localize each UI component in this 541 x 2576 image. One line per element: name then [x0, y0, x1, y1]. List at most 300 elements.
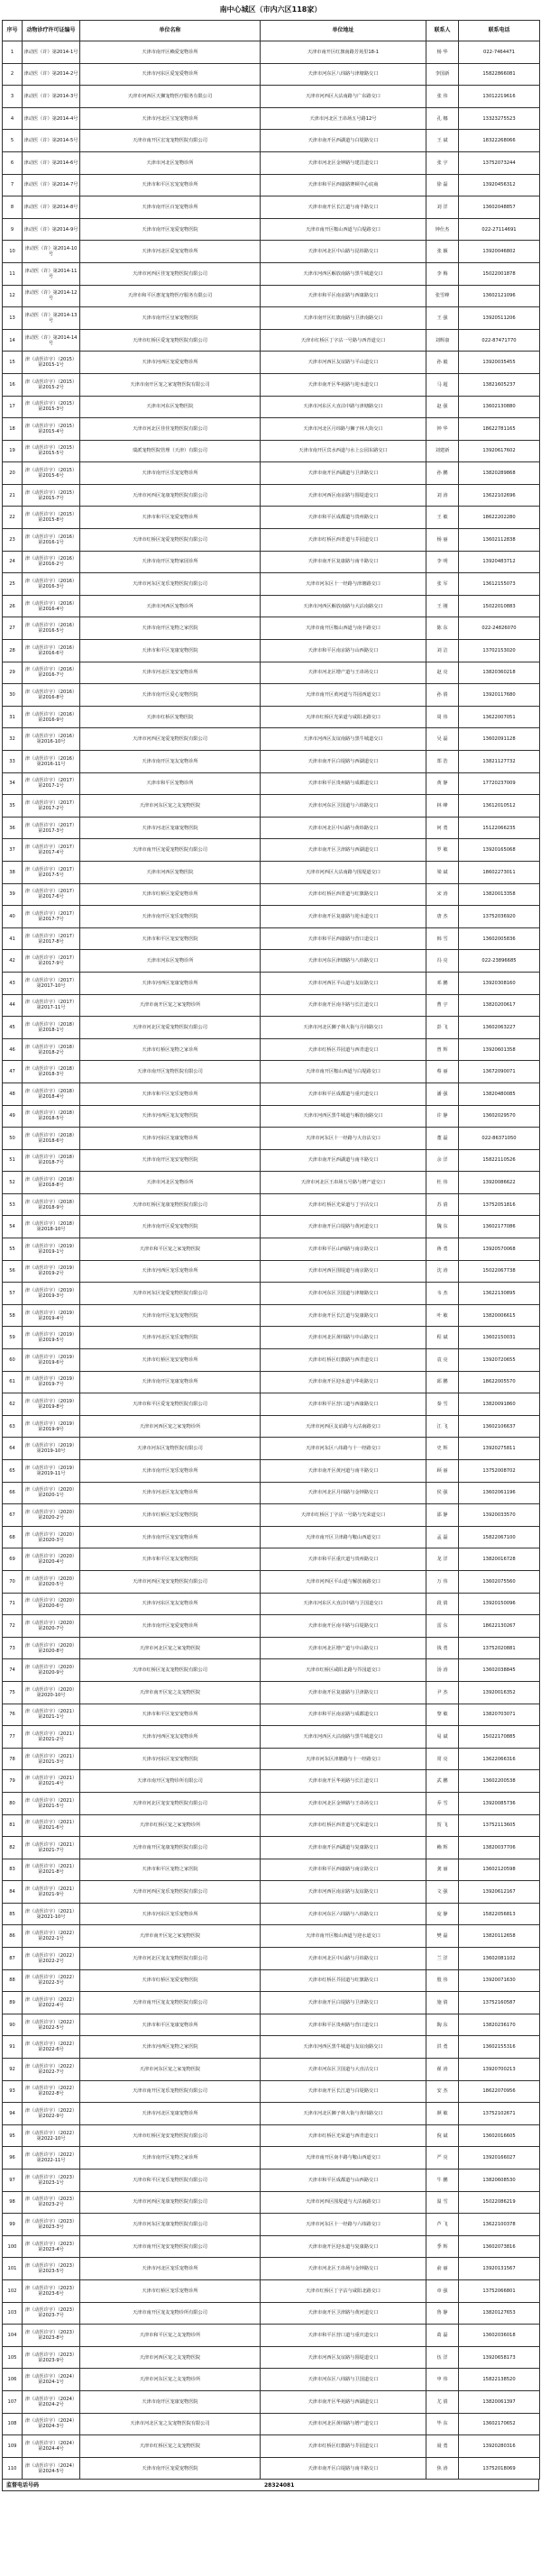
cell-contact: 杜 伟 [426, 1172, 459, 1194]
cell-seq: 108 [3, 2413, 23, 2435]
table-row [3, 352, 540, 374]
cell-contact: 李 明 [426, 551, 459, 573]
cell-seq: 41 [3, 927, 23, 950]
cell-address: 天津市和平区西康路赛顿中心底商 [261, 174, 426, 196]
table-row [3, 1172, 540, 1194]
cell-permit: 津（动医许字）（2017）第2017-4号 [23, 839, 80, 862]
cell-name: 天津市南开区宠康宠物诊所 [80, 1371, 261, 1393]
cell-permit: 津（动医许字）（2017）第2017-7号 [23, 906, 80, 928]
cell-address: 天津市红桥区光荣道与西青道交口 [261, 2124, 426, 2147]
cell-address: 天津市河东区十一经路与津塘路交口 [261, 573, 426, 596]
table-row [3, 772, 540, 795]
cell-name: 天津市河北区宠爱宠物医院有限公司 [80, 1017, 261, 1039]
table-row [3, 706, 540, 728]
cell-permit: 津（动医许字）（2021）第2021-9号 [23, 1881, 80, 1904]
cell-contact: 李 梅 [426, 262, 459, 285]
cell-permit: 津（动医许字）（2018）第2018-3号 [23, 1061, 80, 1083]
cell-address: 天津市河东区卫国道与大直沽交口 [261, 2059, 426, 2081]
cell-seq: 48 [3, 1082, 23, 1105]
cell-phone: 13602155316 [459, 2036, 540, 2059]
cell-permit: 津（动医许字）（2022）第2022-10号 [23, 2124, 80, 2147]
cell-seq: 67 [3, 1504, 23, 1527]
table-row [3, 285, 540, 307]
table-row [3, 63, 540, 86]
footer-phone: 28324081 [264, 2482, 295, 2489]
table-row [3, 1415, 540, 1438]
cell-name: 天津市河北区宠安宠物诊所 [80, 662, 261, 684]
cell-contact: 冯 亮 [426, 950, 459, 973]
cell-phone: 13920511206 [459, 307, 540, 330]
cell-seq: 37 [3, 839, 23, 862]
cell-contact: 尹 杰 [426, 1681, 459, 1704]
table-row [3, 1017, 540, 1039]
cell-name: 天津市和平区宏宠宠物诊所 [80, 174, 261, 196]
cell-name: 天津市河西区宠安宠物医院有限公司 [80, 1570, 261, 1593]
cell-phone: 13752066801 [459, 2279, 540, 2302]
cell-permit: 津动医（许）第2014-8号 [23, 196, 80, 219]
cell-address: 天津市和平区成都道与重庆道交口 [261, 1082, 426, 1105]
cell-name: 天津市南开区宠之友宠物医院 [80, 1681, 261, 1704]
cell-phone: 15822110526 [459, 1149, 540, 1172]
cell-permit: 津（动医许字）（2021）第2021-8号 [23, 1859, 80, 1881]
cell-address: 天津市南开区西湖道与卫津路交口 [261, 462, 426, 485]
cell-seq: 46 [3, 1038, 23, 1061]
cell-address: 天津市红桥区西青道与芥园道交口 [261, 529, 426, 552]
cell-contact: 史 辉 [426, 1438, 459, 1460]
cell-phone: 13820016728 [459, 1548, 540, 1571]
cell-address: 天津市河北区中山路与月纬路交口 [261, 1948, 426, 1970]
cell-contact: 武 鹏 [426, 1770, 459, 1793]
cell-name: 天津市南开区宠康宠物医院 [80, 2390, 261, 2413]
cell-seq: 99 [3, 2214, 23, 2236]
cell-seq: 56 [3, 1260, 23, 1283]
cell-seq: 61 [3, 1371, 23, 1393]
cell-name: 天津市河东区宠乐宠物诊所 [80, 1903, 261, 1925]
cell-name: 天津市南开区宠物医院有限公司 [80, 1061, 261, 1083]
cell-seq: 22 [3, 507, 23, 529]
cell-name: 天津市河东区宠物医院 [80, 396, 261, 418]
cell-seq: 30 [3, 684, 23, 707]
cell-seq: 2 [3, 63, 23, 86]
cell-phone: 13920117680 [459, 684, 540, 707]
cell-contact: 曹 宇 [426, 994, 459, 1017]
cell-name: 天津市红桥区宠康宠物医院有限公司 [80, 1193, 261, 1216]
cell-permit: 津（动医许字）（2021）第2021-6号 [23, 1814, 80, 1837]
cell-seq: 101 [3, 2258, 23, 2280]
cell-contact: 聂 勇 [426, 2435, 459, 2458]
cell-name: 天津市红桥区爱宠宠物医院有限公司 [80, 329, 261, 352]
cell-permit: 津（动医许字）（2020）第2020-5号 [23, 1570, 80, 1593]
cell-phone: 13622007051 [459, 706, 540, 728]
cell-seq: 98 [3, 2191, 23, 2214]
cell-address: 天津市南开区华苑路与长江道交口 [261, 1770, 426, 1793]
cell-name: 天津市和平区宠康宠物医院 [80, 640, 261, 662]
cell-address: 天津市南开区长江道与南丰路交口 [261, 196, 426, 219]
cell-phone: 13920071630 [459, 1969, 540, 1992]
cell-seq: 44 [3, 994, 23, 1017]
cell-permit: 津（动医许字）（2019）第2019-1号 [23, 1238, 80, 1261]
cell-permit: 津（动医许字）（2015）第2015-5号 [23, 440, 80, 462]
cell-contact: 邵 静 [426, 1504, 459, 1527]
cell-address: 天津市南开区复康路与卫津路交口 [261, 1681, 426, 1704]
cell-permit: 津（动医许字）（2023）第2023-5号 [23, 2258, 80, 2280]
table-row [3, 484, 540, 507]
table-row [3, 1814, 540, 1837]
table-row [3, 2124, 540, 2147]
cell-contact: 王 敏 [426, 507, 459, 529]
table-row [3, 1548, 540, 1571]
cell-phone: 13920035455 [459, 352, 540, 374]
cell-phone: 13012219616 [459, 86, 540, 108]
cell-phone: 18622005570 [459, 1371, 540, 1393]
cell-seq: 54 [3, 1216, 23, 1238]
cell-name: 天津市南开区宠物诊所有限公司 [80, 1770, 261, 1793]
cell-address: 天津市河北区中山路与昆纬路交口 [261, 241, 426, 263]
cell-phone: 18622781165 [459, 418, 540, 441]
cell-phone: 13920033570 [459, 1504, 540, 1527]
cell-name: 天津市南开区爱心宠物医院 [80, 684, 261, 707]
table-row [3, 573, 540, 596]
cell-address: 天津市和平区贵州路与营口道交口 [261, 2014, 426, 2036]
cell-name: 天津市和平区宠之家宠物医院 [80, 1238, 261, 1261]
table-row [3, 1304, 540, 1327]
cell-permit: 津（动医许字）（2019）第2019-7号 [23, 1371, 80, 1393]
cell-seq: 103 [3, 2302, 23, 2325]
cell-name: 天津市红桥区宠爱宠物诊所 [80, 883, 261, 906]
cell-name: 天津市南开区宏宠宠物医院有限公司 [80, 130, 261, 152]
cell-contact: 段 倩 [426, 1593, 459, 1615]
table-row [3, 2080, 540, 2103]
cell-address: 天津市南开区黄河道与芥园西道交口 [261, 684, 426, 707]
table-row [3, 329, 540, 352]
cell-name: 天津市河西区宠之友宠物医院 [80, 2346, 261, 2369]
cell-contact: 杨 丽 [426, 529, 459, 552]
cell-permit: 津（动医许字）（2021）第2021-1号 [23, 1704, 80, 1726]
cell-name: 瑞派宠物医院管理（天津）有限公司 [80, 440, 261, 462]
cell-name: 天津市南开区宠安宠物诊所 [80, 1526, 261, 1548]
cell-phone: 15122066235 [459, 817, 540, 839]
cell-contact: 万 伟 [426, 1570, 459, 1593]
cell-permit: 津（动医许字）（2019）第2019-2号 [23, 1260, 80, 1283]
cell-address: 天津市南开区西湖道与复康路交口 [261, 1837, 426, 1859]
cell-contact: 刘 涛 [426, 484, 459, 507]
table-row [3, 662, 540, 684]
table-row [3, 906, 540, 928]
cell-permit: 津（动医许字）（2018）第2018-9号 [23, 1193, 80, 1216]
table-row [3, 1393, 540, 1416]
cell-phone: 022-87471770 [459, 329, 540, 352]
cell-seq: 17 [3, 396, 23, 418]
cell-phone: 15022170885 [459, 1726, 540, 1749]
cell-seq: 8 [3, 196, 23, 219]
cell-permit: 津（动医许字）（2015）第2015-3号 [23, 396, 80, 418]
cell-address: 天津市河西区平山道与解放南路交口 [261, 1570, 426, 1593]
cell-address: 天津市红桥区光荣道与丁字沽交口 [261, 1193, 426, 1216]
cell-seq: 74 [3, 1659, 23, 1682]
cell-permit: 津（动医许字）（2020）第2020-6号 [23, 1593, 80, 1615]
cell-permit: 津（动医许字）（2017）第2017-10号 [23, 972, 80, 994]
cell-permit: 津（动医许字）（2020）第2020-3号 [23, 1526, 80, 1548]
cell-phone: 13820360218 [459, 662, 540, 684]
cell-seq: 19 [3, 440, 23, 462]
clinic-table [2, 20, 540, 2480]
cell-phone: 13752051816 [459, 1193, 540, 1216]
supervision-footer [2, 2479, 539, 2491]
cell-permit: 津（动医许字）（2018）第2018-6号 [23, 1128, 80, 1150]
cell-address: 天津市红桥区芥园道与红旗路交口 [261, 1969, 426, 1992]
cell-address: 天津市河西区解放南路与大沽南路交口 [261, 595, 426, 617]
table-row [3, 507, 540, 529]
cell-name: 天津市河北区宠友宠物医院有限公司 [80, 1948, 261, 1970]
cell-permit: 津（动医许字）（2020）第2020-8号 [23, 1637, 80, 1659]
cell-contact: 王 斌 [426, 130, 459, 152]
cell-permit: 津（动医许字）（2020）第2020-7号 [23, 1615, 80, 1638]
cell-address: 天津市河西区大沽南路与黑牛城道交口 [261, 1726, 426, 1749]
cell-name: 天津市河西区宠物医院 [80, 861, 261, 883]
cell-seq: 107 [3, 2390, 23, 2413]
cell-seq: 71 [3, 1593, 23, 1615]
cell-address: 天津市南开区长江道与复康路交口 [261, 1304, 426, 1327]
table-row [3, 1925, 540, 1948]
cell-address: 天津市南开区鞍山西道与迎水道交口 [261, 1925, 426, 1948]
table-row [3, 1726, 540, 1749]
cell-contact: 焦 涛 [426, 2457, 459, 2480]
header-address: 单位地址 [261, 21, 426, 41]
cell-contact: 伍 洋 [426, 2346, 459, 2369]
cell-contact: 周 伟 [426, 706, 459, 728]
cell-permit: 津（动医许字）（2019）第2019-5号 [23, 1327, 80, 1349]
cell-address: 天津市南开区卫津路与黄河道交口 [261, 2302, 426, 2325]
cell-address: 天津市河西区平山道与友谊路交口 [261, 972, 426, 994]
cell-seq: 38 [3, 861, 23, 883]
cell-address: 天津市南开区宾水西道与水上公园东路交口 [261, 440, 426, 462]
cell-address: 天津市河西区大沽南路与广东路交口 [261, 86, 426, 108]
cell-contact: 侯 强 [426, 1482, 459, 1504]
cell-seq: 39 [3, 883, 23, 906]
cell-contact: 赖 辉 [426, 1837, 459, 1859]
cell-address: 天津市红桥区红旗路与西青道交口 [261, 1349, 426, 1372]
cell-contact: 邱 鹏 [426, 1371, 459, 1393]
table-row [3, 1837, 540, 1859]
cell-phone: 13920456312 [459, 174, 540, 196]
table-row [3, 751, 540, 773]
cell-address: 天津市和平区成都道与贵州路交口 [261, 507, 426, 529]
cell-permit: 津（动医许字）（2021）第2021-4号 [23, 1770, 80, 1793]
cell-phone: 13752036920 [459, 906, 540, 928]
cell-contact: 张 宇 [426, 151, 459, 174]
cell-phone: 13821605237 [459, 373, 540, 396]
table-row [3, 218, 540, 241]
cell-permit: 津动医（许）第2014-6号 [23, 151, 80, 174]
cell-seq: 35 [3, 795, 23, 818]
cell-seq: 53 [3, 1193, 23, 1216]
cell-seq: 29 [3, 662, 23, 684]
cell-phone: 13820608530 [459, 2170, 540, 2192]
cell-permit: 津（动医许字）（2022）第2022-9号 [23, 2103, 80, 2125]
cell-contact: 温 雪 [426, 2191, 459, 2214]
cell-contact: 常 亮 [426, 1748, 459, 1770]
header-phone: 联系电话 [459, 21, 540, 41]
cell-permit: 津（动医许字）（2016）第2016-8号 [23, 684, 80, 707]
cell-name: 天津市河西区宠爱宠物诊所 [80, 352, 261, 374]
cell-name: 天津市河西区宠康宠物诊所 [80, 972, 261, 994]
table-header-row [3, 21, 540, 41]
cell-phone: 13622100378 [459, 2214, 540, 2236]
table-row [3, 2279, 540, 2302]
cell-name: 天津市河北区宠之友宠物医院有限公司 [80, 2413, 261, 2435]
cell-permit: 津（动医许字）（2015）第2015-6号 [23, 462, 80, 485]
cell-seq: 100 [3, 2235, 23, 2258]
cell-name: 天津市和平区宠物之家医院 [80, 1859, 261, 1881]
cell-phone: 13920131567 [459, 2258, 540, 2280]
cell-contact: 雷 东 [426, 1615, 459, 1638]
cell-permit: 津（动医许字）（2022）第2022-6号 [23, 2036, 80, 2059]
table-row [3, 595, 540, 617]
cell-phone: 15822067100 [459, 1526, 540, 1548]
cell-phone: 15022001878 [459, 262, 540, 285]
table-row [3, 2170, 540, 2192]
table-row [3, 262, 540, 285]
cell-permit: 津（动医许字）（2015）第2015-8号 [23, 507, 80, 529]
cell-seq: 59 [3, 1327, 23, 1349]
cell-address: 天津市和平区成都道与山西路交口 [261, 2170, 426, 2192]
cell-phone: 13602038845 [459, 1659, 540, 1682]
cell-phone: 13602106637 [459, 1415, 540, 1438]
cell-address: 天津市河西区友谊路与围堤道交口 [261, 2346, 426, 2369]
cell-seq: 6 [3, 151, 23, 174]
cell-seq: 96 [3, 2147, 23, 2170]
cell-phone: 13752160587 [459, 1992, 540, 2014]
cell-name: 天津市和平区宠安宠物医院 [80, 927, 261, 950]
cell-name: 天津市河北区宝宠宠物诊所 [80, 107, 261, 130]
cell-name: 天津市河东区宠康宠物诊所 [80, 1128, 261, 1150]
cell-address: 天津市南开区卫津路与西湖道交口 [261, 839, 426, 862]
cell-permit: 津（动医许字）（2022）第2022-3号 [23, 1969, 80, 1992]
cell-seq: 47 [3, 1061, 23, 1083]
cell-seq: 93 [3, 2080, 23, 2103]
cell-name: 天津市红桥区宠之家宠物诊所 [80, 1814, 261, 1837]
cell-address: 天津市河北区金钟路与王串场交口 [261, 1792, 426, 1814]
table-row [3, 883, 540, 906]
cell-permit: 津（动医许字）（2020）第2020-4号 [23, 1548, 80, 1571]
table-row [3, 1681, 540, 1704]
cell-seq: 58 [3, 1304, 23, 1327]
cell-phone: 13820013358 [459, 883, 540, 906]
cell-name: 天津市河东区宠之友宠物诊所 [80, 2369, 261, 2391]
cell-permit: 津（动医许字）（2018）第2018-1号 [23, 1017, 80, 1039]
cell-name: 天津市南开区宠友宠物诊所 [80, 751, 261, 773]
cell-permit: 津（动医许字）（2024）第2024-4号 [23, 2435, 80, 2458]
cell-contact: 赵 强 [426, 396, 459, 418]
table-row [3, 617, 540, 640]
cell-permit: 津（动医许字）（2023）第2023-8号 [23, 2325, 80, 2347]
cell-permit: 津（动医许字）（2018）第2018-10号 [23, 1216, 80, 1238]
cell-contact: 马 超 [426, 373, 459, 396]
cell-name: 天津市南开区百宠宠物诊所 [80, 196, 261, 219]
cell-seq: 13 [3, 307, 23, 330]
cell-phone: 13602048857 [459, 196, 540, 219]
cell-address: 天津市南开区白堤路与卫津路交口 [261, 1992, 426, 2014]
cell-phone: 13752020881 [459, 1637, 540, 1659]
cell-name: 天津市南开区宠物之家诊所 [80, 2147, 261, 2170]
cell-phone: 13602061196 [459, 1482, 540, 1504]
cell-name: 天津市河西区宠爱宠物医院有限公司 [80, 728, 261, 751]
cell-phone: 13920658173 [459, 2346, 540, 2369]
cell-contact: 江 飞 [426, 1415, 459, 1438]
cell-permit: 津（动医许字）（2016）第2016-5号 [23, 617, 80, 640]
table-row [3, 1082, 540, 1105]
cell-name: 天津市南开区宠之家宠物诊所 [80, 994, 261, 1017]
cell-address: 天津市河西区解放南路与黑牛城道交口 [261, 262, 426, 285]
cell-address: 天津市和平区营口道与西康路交口 [261, 1393, 426, 1416]
cell-seq: 83 [3, 1859, 23, 1881]
cell-contact: 翟 涛 [426, 2059, 459, 2081]
cell-address: 天津市红桥区西青道与光荣道交口 [261, 1814, 426, 1837]
cell-seq: 69 [3, 1548, 23, 1571]
cell-contact: 董 磊 [426, 1128, 459, 1150]
cell-contact: 黎 敏 [426, 1704, 459, 1726]
cell-address: 天津市河北区增产道与王串场交口 [261, 662, 426, 684]
cell-contact: 芦 飞 [426, 2214, 459, 2236]
cell-address: 天津市河东区六纬路与八纬路交口 [261, 1903, 426, 1925]
cell-address: 天津市河西区围堤道与南京路交口 [261, 1260, 426, 1283]
cell-permit: 津（动医许字）（2018）第2018-2号 [23, 1038, 80, 1061]
cell-phone: 13672090071 [459, 1061, 540, 1083]
cell-name: 天津市红桥区宠物医院 [80, 706, 261, 728]
cell-permit: 津（动医许字）（2021）第2021-7号 [23, 1837, 80, 1859]
cell-name: 天津市南开区宠爱宠物医院 [80, 2457, 261, 2480]
cell-name: 天津市和平区宠康宠物诊所 [80, 2014, 261, 2036]
table-row [3, 1149, 540, 1172]
cell-name: 天津市和平区爱宠宠物医院有限公司 [80, 1393, 261, 1416]
cell-address: 天津市红桥区红旗路与芥园道交口 [261, 2435, 426, 2458]
table-row [3, 1859, 540, 1881]
cell-phone: 13602120598 [459, 1859, 540, 1881]
cell-phone: 15822138520 [459, 2369, 540, 2391]
cell-permit: 津（动医许字）（2016）第2016-1号 [23, 529, 80, 552]
cell-seq: 94 [3, 2103, 23, 2125]
cell-address: 天津市河北区狮子林大街与黄纬路交口 [261, 2103, 426, 2125]
cell-address: 天津市南开区卫津路与鞍山西道交口 [261, 1526, 426, 1548]
cell-permit: 津（动医许字）（2018）第2018-5号 [23, 1105, 80, 1128]
cell-phone: 13920165068 [459, 839, 540, 862]
cell-phone: 13820037706 [459, 1837, 540, 1859]
table-row [3, 2191, 540, 2214]
cell-permit: 津动医（许）第2014-4号 [23, 107, 80, 130]
cell-phone: 13920046802 [459, 241, 540, 263]
cell-seq: 106 [3, 2369, 23, 2391]
cell-address: 天津市河西区南京路与围堤道交口 [261, 484, 426, 507]
cell-contact: 黄 静 [426, 772, 459, 795]
cell-seq: 7 [3, 174, 23, 196]
cell-address: 天津市南开区白堤路与西湖道交口 [261, 751, 426, 773]
cell-phone: 13622102696 [459, 484, 540, 507]
cell-seq: 64 [3, 1438, 23, 1460]
cell-name: 天津市南开区宠友宠物医院有限公司 [80, 1992, 261, 2014]
cell-phone: 13920308160 [459, 972, 540, 994]
cell-name: 天津市河西区宠友宠物诊所 [80, 1726, 261, 1749]
cell-name: 天津市南开区宠之家宠物医院有限公司 [80, 373, 261, 396]
cell-name: 天津市河北区宠乐宠物诊所 [80, 2258, 261, 2280]
cell-permit: 津（动医许字）（2019）第2019-8号 [23, 1393, 80, 1416]
cell-seq: 66 [3, 1482, 23, 1504]
cell-contact: 韦 杰 [426, 1283, 459, 1305]
cell-permit: 津（动医许字）（2019）第2019-3号 [23, 1283, 80, 1305]
cell-name: 天津市南开区宠乐宠物诊所 [80, 1460, 261, 1483]
cell-name: 天津市南开区宠安宠物医院 [80, 1149, 261, 1172]
cell-permit: 津动医（许）第2014-9号 [23, 218, 80, 241]
cell-seq: 82 [3, 1837, 23, 1859]
